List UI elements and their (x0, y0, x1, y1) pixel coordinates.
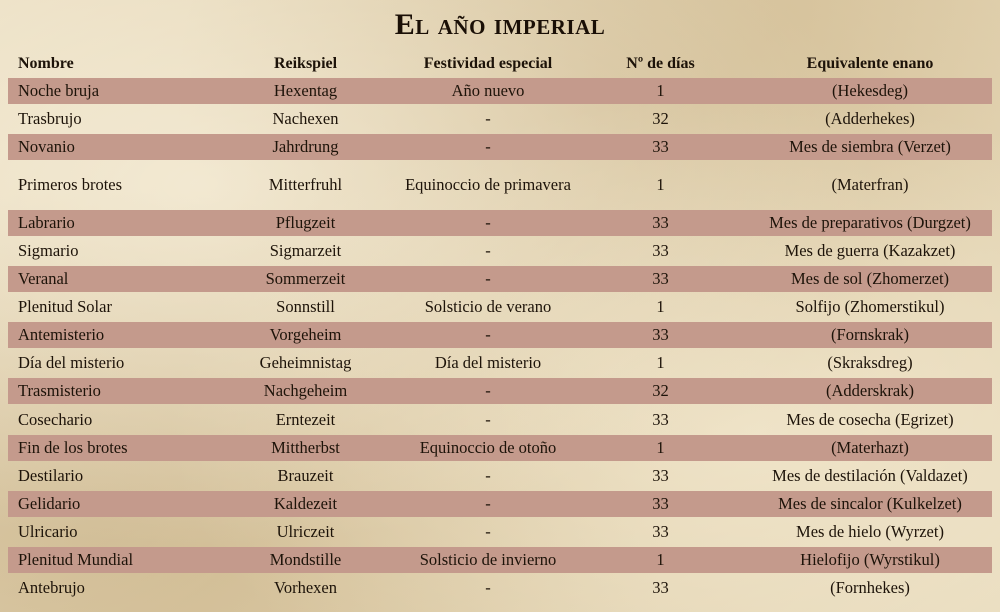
cell-reikspiel: Jahrdrung (272, 137, 339, 157)
cell-enano: Mes de guerra (Kazakzet) (784, 240, 956, 260)
cell-reikspiel: Vorgeheim (269, 325, 342, 345)
cell-dias: 1 (656, 81, 665, 100)
cell-festividad: - (485, 465, 491, 485)
table-row (8, 210, 992, 236)
cell-nombre: Primeros brotes (18, 174, 123, 194)
table-row (8, 378, 992, 404)
cell-dias: 33 (652, 212, 669, 232)
table-row (8, 134, 992, 160)
cell-festividad: - (485, 493, 491, 513)
cell-enano: (Skraksdreg) (827, 353, 913, 373)
table-row (8, 266, 992, 292)
header-nombre: Nombre (18, 55, 74, 72)
cell-reikspiel: Vorhexen (274, 578, 337, 598)
cell-enano: Mes de sol (Zhomerzet) (790, 268, 950, 288)
cell-nombre: Plenitud Solar (18, 296, 112, 316)
table-row (8, 463, 992, 489)
cell-reikspiel: Mittherbst (271, 437, 340, 457)
table-row (8, 575, 992, 601)
cell-reikspiel: Nachexen (272, 109, 339, 129)
cell-festividad: - (485, 409, 491, 429)
cell-dias: 1 (656, 437, 665, 457)
cell-festividad: Día del misterio (434, 353, 542, 373)
cell-enano: (Fornskrak) (831, 325, 909, 345)
cell-festividad: - (485, 578, 491, 598)
cell-enano: (Hekesdeg) (831, 81, 909, 100)
header-enano: Equivalente enano (806, 55, 934, 72)
table-row (8, 547, 992, 573)
cell-enano: Hielofijo (Wyrstikul) (800, 550, 940, 570)
cell-reikspiel: Sigmarzeit (269, 240, 342, 260)
cell-nombre: Noche bruja (18, 81, 100, 100)
cell-reikspiel: Sonnstill (276, 296, 335, 316)
cell-reikspiel: Geheimnistag (259, 353, 352, 373)
header-festividad: Festividad especial (423, 55, 553, 72)
cell-nombre: Fin de los brotes (18, 437, 128, 457)
cell-enano: (Materfran) (831, 174, 909, 194)
table-header (8, 52, 992, 76)
cell-festividad: Equinoccio de otoño (419, 437, 557, 457)
cell-festividad: Solsticio de verano (424, 296, 552, 316)
table-row (8, 106, 992, 132)
page-title: El año imperial (394, 8, 606, 41)
cell-dias: 33 (652, 578, 669, 598)
cell-reikspiel: Mitterfruhl (268, 174, 343, 194)
header-dias: Nº de días (626, 55, 695, 72)
cell-dias: 1 (656, 550, 665, 570)
cell-reikspiel: Mondstille (269, 550, 342, 570)
cell-enano: Mes de sincalor (Kulkelzet) (778, 493, 962, 513)
cell-reikspiel: Sommerzeit (265, 268, 346, 288)
cell-festividad: - (485, 325, 491, 345)
cell-enano: Mes de cosecha (Egrizet) (786, 409, 954, 429)
cell-festividad: - (485, 212, 491, 232)
cell-enano: (Materhazt) (831, 437, 909, 457)
cell-dias: 33 (652, 409, 669, 429)
cell-reikspiel: Nachgeheim (263, 381, 348, 401)
table-row (8, 162, 992, 207)
cell-dias: 33 (652, 465, 669, 485)
table-row (8, 519, 992, 545)
cell-enano: (Fornhekes) (830, 578, 910, 598)
cell-dias: 33 (652, 522, 669, 542)
cell-festividad: - (485, 109, 491, 129)
cell-dias: 33 (652, 268, 669, 288)
table-row (8, 294, 992, 320)
table-row (8, 78, 992, 104)
cell-dias: 33 (652, 240, 669, 260)
cell-nombre: Labrario (18, 212, 75, 232)
table-row (8, 350, 992, 376)
cell-festividad: - (485, 240, 491, 260)
cell-festividad: Equinoccio de primavera (405, 174, 571, 194)
cell-nombre: Sigmario (18, 240, 79, 260)
cell-nombre: Gelidario (18, 493, 81, 513)
cell-reikspiel: Hexentag (273, 81, 338, 100)
cell-dias: 32 (652, 109, 669, 129)
cell-dias: 33 (652, 325, 669, 345)
cell-dias: 1 (656, 296, 665, 316)
cell-nombre: Trasmisterio (18, 381, 101, 401)
cell-nombre: Ulricario (18, 522, 78, 542)
cell-dias: 1 (656, 353, 665, 373)
cell-nombre: Trasbrujo (18, 109, 82, 129)
cell-enano: Solfijo (Zhomerstikul) (795, 296, 945, 316)
cell-dias: 33 (652, 137, 669, 157)
cell-nombre: Antemisterio (18, 325, 105, 345)
cell-reikspiel: Brauzeit (277, 465, 334, 485)
cell-reikspiel: Erntezeit (275, 409, 336, 429)
cell-festividad: - (485, 268, 491, 288)
cell-enano: Mes de siembra (Verzet) (789, 137, 951, 157)
cell-festividad: - (485, 522, 491, 542)
cell-enano: Mes de hielo (Wyrzet) (796, 522, 944, 542)
cell-nombre: Novanio (18, 137, 75, 157)
cell-nombre: Veranal (18, 268, 69, 288)
cell-nombre: Día del misterio (18, 353, 125, 373)
cell-reikspiel: Kaldezeit (273, 493, 338, 513)
cell-nombre: Plenitud Mundial (18, 550, 134, 570)
cell-festividad: - (485, 137, 491, 157)
table-row (8, 238, 992, 264)
table-row (8, 407, 992, 433)
cell-enano: Mes de preparativos (Durgzet) (769, 212, 971, 232)
cell-dias: 33 (652, 493, 669, 513)
cell-enano: (Adderskrak) (826, 381, 914, 401)
table-row (8, 322, 992, 348)
cell-dias: 32 (652, 381, 669, 401)
cell-festividad: Solsticio de invierno (419, 550, 557, 570)
calendar-table (8, 52, 992, 604)
cell-nombre: Antebrujo (18, 578, 85, 598)
table-body (8, 78, 992, 601)
cell-nombre: Cosechario (18, 409, 93, 429)
cell-reikspiel: Pflugzeit (275, 212, 336, 232)
table-row (8, 491, 992, 517)
table-row (8, 435, 992, 461)
cell-festividad: - (485, 381, 491, 401)
cell-reikspiel: Ulriczeit (276, 522, 335, 542)
cell-dias: 1 (656, 174, 665, 194)
cell-festividad: Año nuevo (451, 81, 525, 100)
cell-nombre: Destilario (18, 465, 84, 485)
cell-enano: (Adderhekes) (825, 109, 915, 129)
cell-enano: Mes de destilación (Valdazet) (772, 465, 968, 485)
header-reikspiel: Reikspiel (273, 55, 338, 72)
